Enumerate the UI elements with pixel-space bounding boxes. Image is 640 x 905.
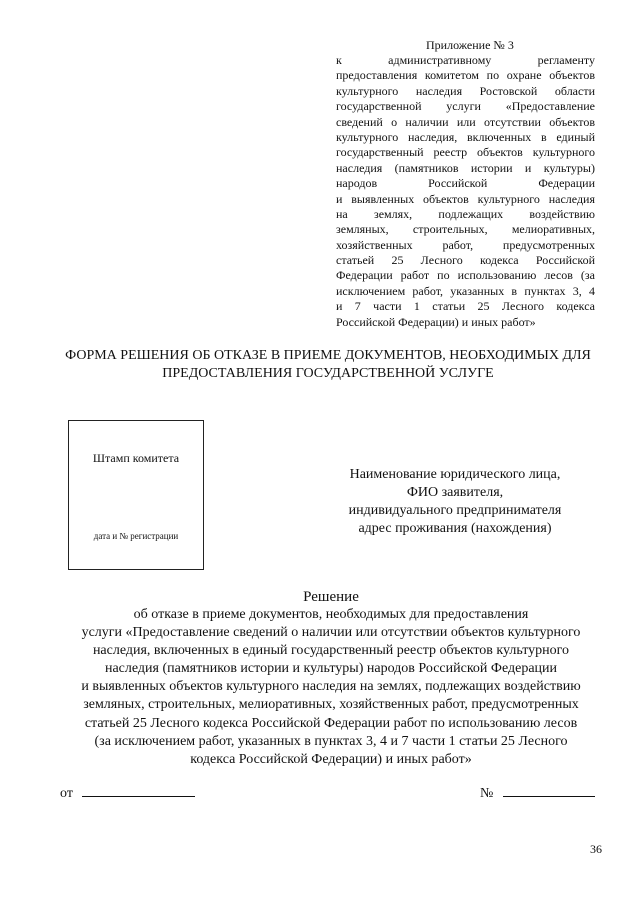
decision-line: об отказе в приеме документов, необходимых для предоставления (133, 607, 529, 622)
appendix-text (336, 53, 595, 330)
decision-line: и выявленных объектов культурного наследия на землях, подлежащих воздействию (81, 679, 581, 695)
decision-line: наследия (памятников истории и культуры) народов Российской Федерации (104, 661, 558, 677)
appendix-line: земляных, строительных, мелиоративных, (336, 222, 595, 237)
appendix-line: народов Российской Федерации (336, 176, 595, 191)
recipient-line: Наименование юридического лица, (349, 467, 561, 482)
from-label: от (60, 786, 73, 801)
appendix-line: и 7 части 1 статьи 25 Лесного кодекса (336, 299, 595, 314)
page-number: 36 (590, 842, 602, 856)
appendix-line: государственной услуги «Предоставление (336, 99, 595, 114)
stamp-date-label: дата и № регистрации (93, 531, 179, 541)
recipient-line: адрес проживания (нахождения) (358, 521, 552, 536)
appendix-line: на землях, подлежащих воздействию (336, 206, 595, 221)
recipient-line: ФИО заявителя, (406, 485, 504, 500)
appendix-line: хозяйственных работ, предусмотренных (336, 237, 595, 252)
number-label: № (480, 786, 494, 801)
recipient-block (310, 466, 600, 538)
appendix-line: наследия (памятников истории и культуры) (336, 160, 595, 175)
appendix-line: культурного наследия Ростовской области (336, 83, 595, 98)
appendix-line: предоставления комитетом по охране объектов (336, 68, 595, 83)
appendix-line: исключением работ, указанных в пунктах 3, 4 (336, 283, 595, 298)
decision-line: (за исключением работ, указанных в пунктах 3, 4 и 7 части 1 статьи 25 Лесного (94, 733, 568, 749)
decision-title: Решение (303, 589, 359, 605)
stamp-label: Штамп комитета (92, 451, 180, 465)
decision-line: услуги «Предоставление сведений о наличии или отсутствии объектов культурного (81, 625, 581, 641)
appendix-line: государственный реестр объектов культурного (336, 145, 595, 160)
decision-line: статьей 25 Лесного кодекса Российской Федерации работ по использованию лесов (84, 715, 578, 731)
registration-number-field (480, 782, 595, 802)
decision-line: земляных, строительных, мелиоративных, хозяйственных работ, предусмотренных (83, 697, 579, 713)
form-title-line: ПРЕДОСТАВЛЕНИЯ ГОСУДАРСТВЕННОЙ УСЛУГЕ (162, 366, 494, 381)
decision-line: наследия, включенных в единый государственный реестр объектов культурного (92, 643, 570, 659)
stamp-box (68, 420, 204, 570)
appendix-title: Приложение № 3 (426, 38, 514, 52)
appendix-line: Федерации работ по использованию лесов (за (336, 268, 595, 283)
appendix-line: к административному регламенту (336, 53, 595, 67)
decision-text (40, 606, 622, 769)
decision-line: кодекса Российской Федерации) и иных работ» (190, 751, 472, 767)
from-date-blank (82, 782, 195, 797)
appendix-line: сведений о наличии или отсутствии объектов (336, 114, 595, 129)
appendix-line: и выявленных объектов культурного наследия (336, 191, 595, 206)
recipient-line: индивидуального предпринимателя (348, 503, 562, 518)
appendix-line: статьей 25 Лесного кодекса Российской (336, 253, 595, 268)
appendix-line: Российской Федерации) и иных работ» (336, 314, 536, 329)
from-date-field (60, 782, 195, 802)
form-title-line: ФОРМА РЕШЕНИЯ ОБ ОТКАЗЕ В ПРИЕМЕ ДОКУМЕНТОВ, НЕОБХОДИМЫХ ДЛЯ (65, 348, 591, 363)
form-title (40, 347, 616, 383)
appendix-line: культурного наследия, включенных в единый (336, 129, 595, 144)
number-blank (503, 782, 595, 797)
